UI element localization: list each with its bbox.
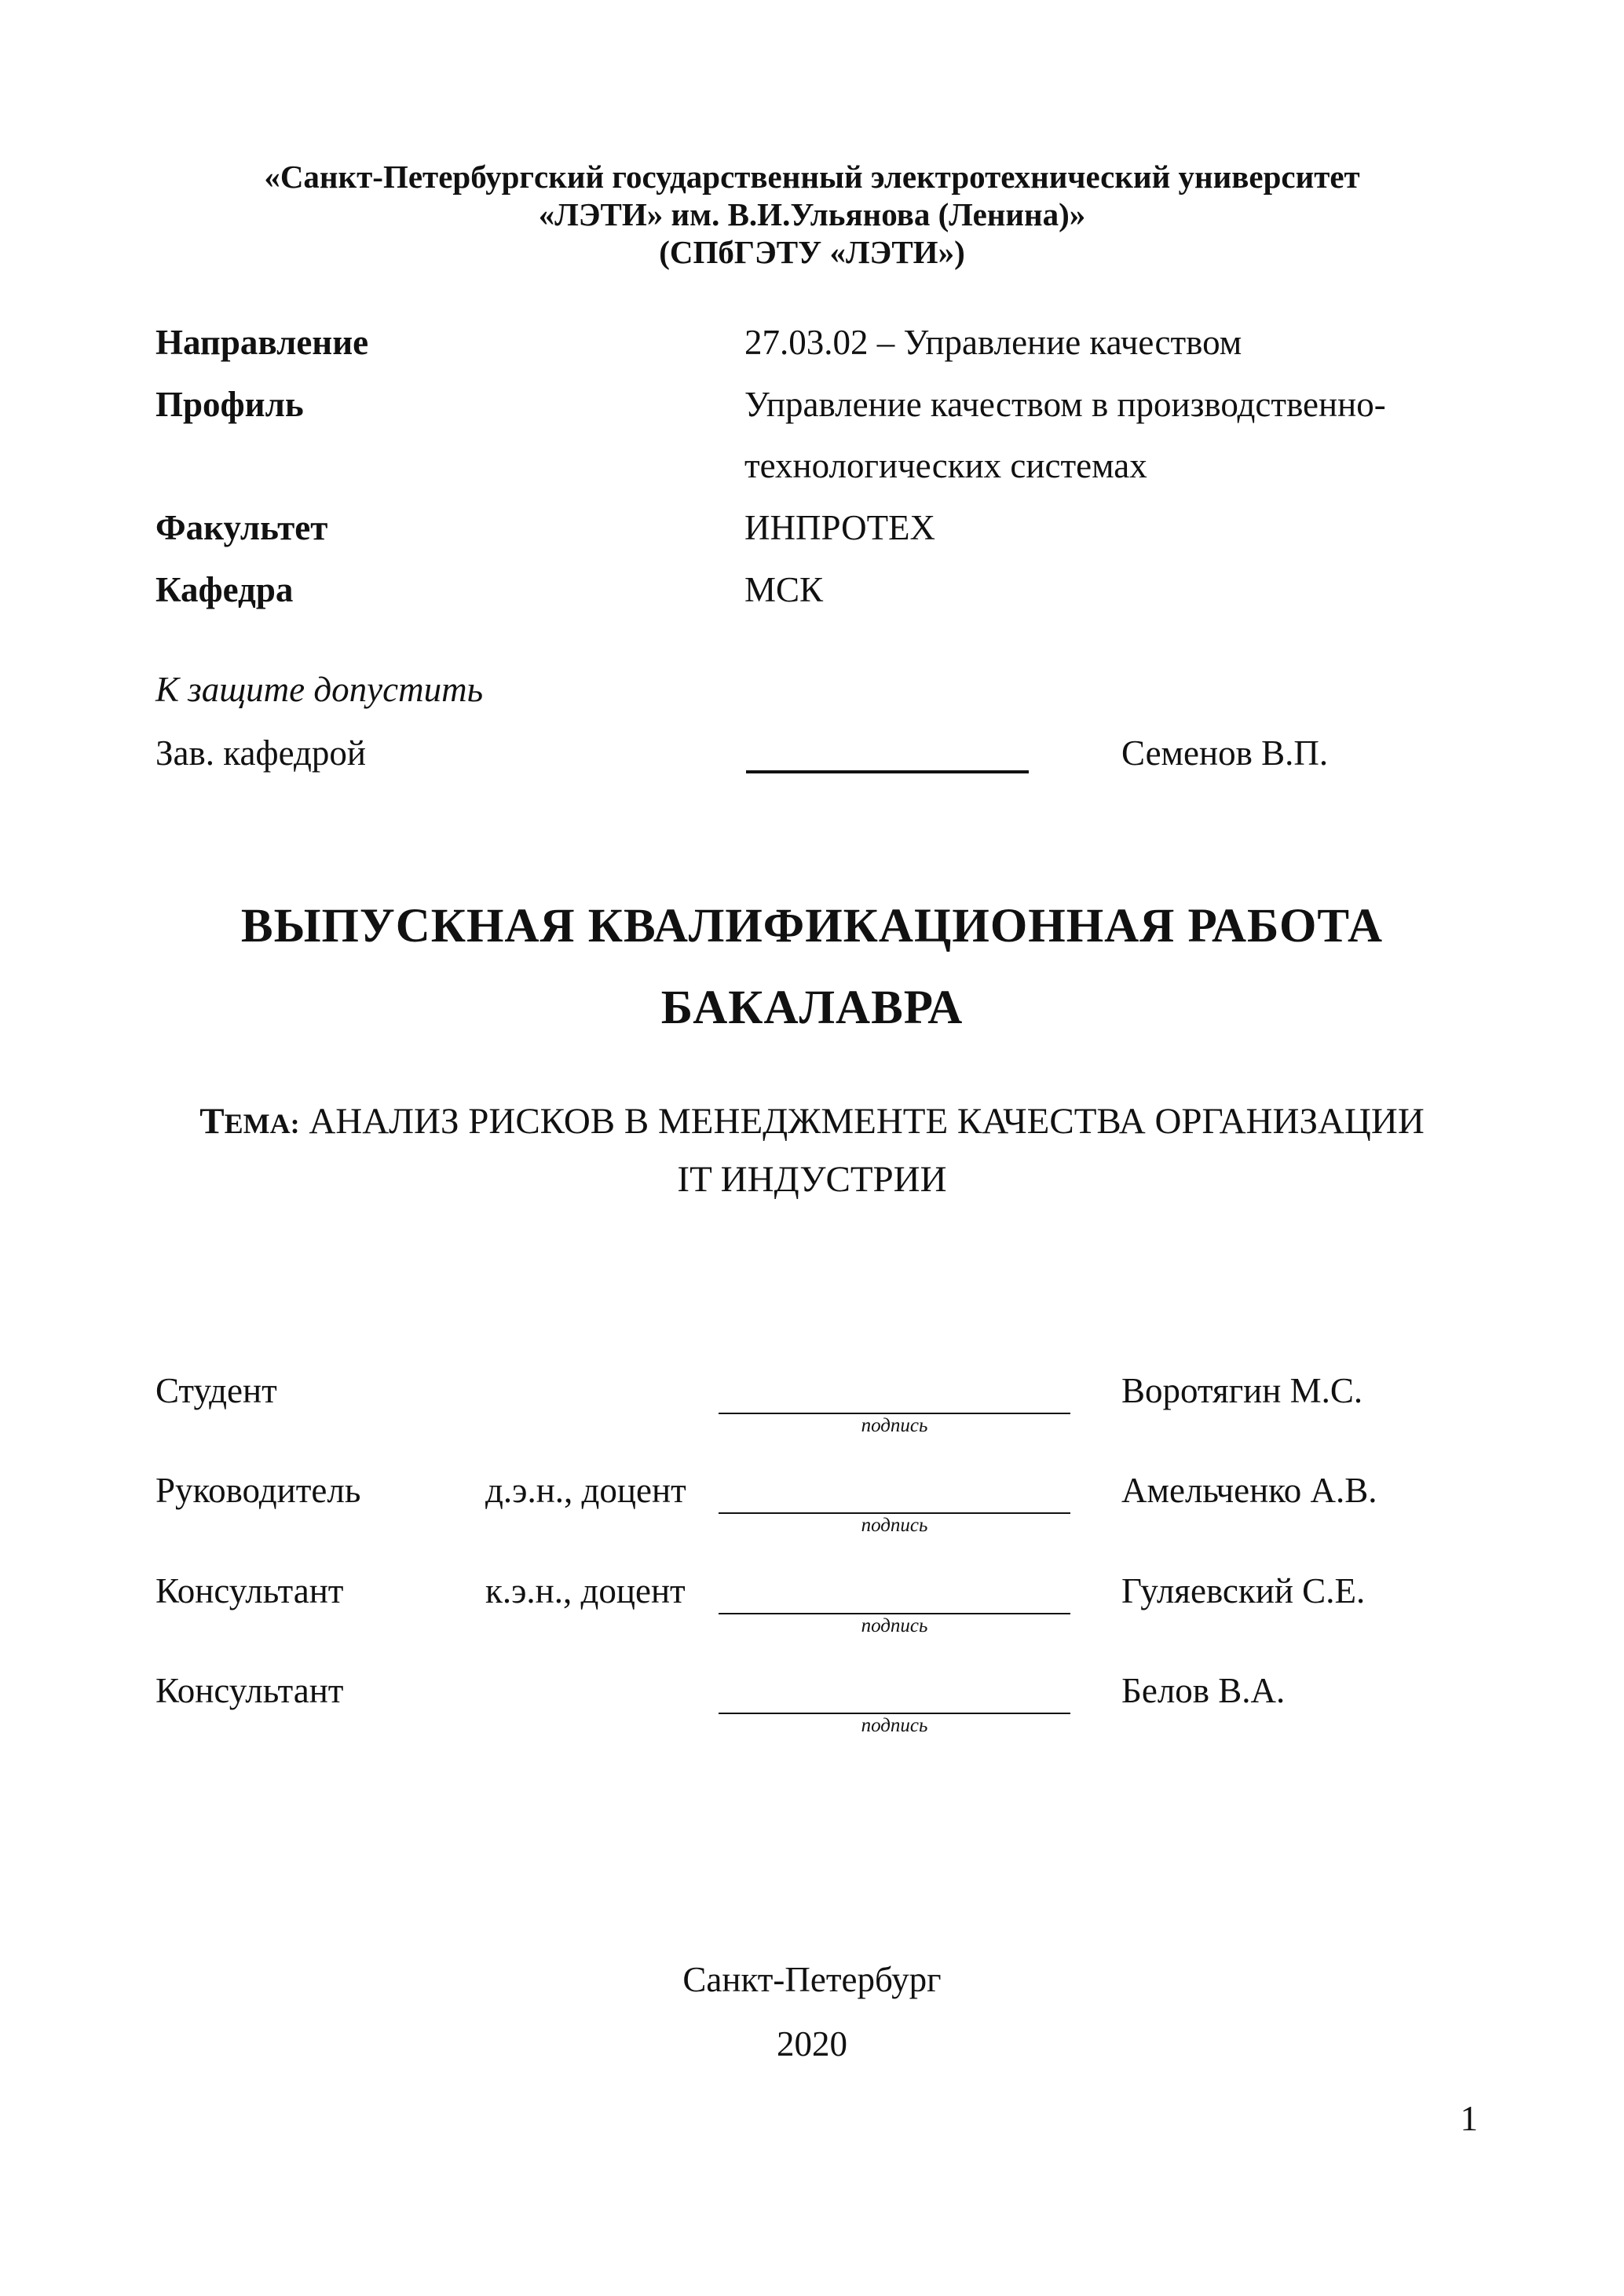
university-abbreviation: (СПбГЭТУ «ЛЭТИ») xyxy=(659,234,965,270)
topic-label: ТЕМА: xyxy=(199,1101,300,1142)
signature-name-student: Воротягин М.С. xyxy=(1121,1371,1363,1410)
meta-profile-value: Управление качеством в производственно-технологических системах xyxy=(744,385,1386,485)
signature-caption-supervisor: подпись xyxy=(861,1515,928,1536)
meta-direction-value: 27.03.02 – Управление качеством xyxy=(744,323,1242,362)
signature-caption-consultant-2: подпись xyxy=(861,1715,928,1736)
signature-line-student xyxy=(719,1413,1070,1414)
topic-text: АНАЛИЗ РИСКОВ В МЕНЕДЖМЕНТЕ КАЧЕСТВА ОРГАНИЗАЦИИ xyxy=(309,1101,1425,1142)
university-name-line2: «ЛЭТИ» им. В.И.Ульянова (Ленина)» xyxy=(538,196,1086,232)
signature-role-consultant-2: Консультант xyxy=(155,1671,344,1710)
signature-line-supervisor xyxy=(719,1512,1070,1514)
meta-profile-label: Профиль xyxy=(155,385,304,424)
signature-name-consultant-2: Белов В.А. xyxy=(1121,1671,1286,1710)
thesis-topic-line1 xyxy=(0,1094,1624,1151)
footer-city: Санкт-Петербург xyxy=(682,1960,942,1999)
signature-line-consultant-2 xyxy=(719,1713,1070,1714)
signature-role-consultant-1: Консультант xyxy=(155,1571,344,1610)
meta-faculty-value: ИНПРОТЕХ xyxy=(744,508,936,547)
head-of-department-label: Зав. кафедрой xyxy=(155,733,366,773)
signature-degree-supervisor: д.э.н., доцент xyxy=(485,1471,686,1510)
thesis-title-line1: ВЫПУСКНАЯ КВАЛИФИКАЦИОННАЯ РАБОТА xyxy=(240,900,1384,952)
signature-line-consultant-1 xyxy=(719,1613,1070,1614)
head-of-department-name: Семенов В.П. xyxy=(1121,733,1329,773)
signature-role-student: Студент xyxy=(155,1371,277,1410)
signature-degree-consultant-1: к.э.н., доцент xyxy=(485,1571,686,1610)
thesis-title-line2: БАКАЛАВРА xyxy=(660,982,964,1034)
meta-direction-label: Направление xyxy=(155,323,369,362)
meta-faculty-label: Факультет xyxy=(155,508,328,547)
signature-caption-consultant-1: подпись xyxy=(861,1615,928,1636)
meta-department-label: Кафедра xyxy=(155,570,294,609)
university-name-line1: «Санкт-Петербургский государственный электротехнический университет xyxy=(264,159,1360,195)
thesis-topic-line2: IT ИНДУСТРИИ xyxy=(677,1159,947,1200)
page-number: 1 xyxy=(1460,2099,1478,2138)
footer-year: 2020 xyxy=(777,2024,847,2064)
admission-text: К защите допустить xyxy=(155,670,484,709)
signature-name-consultant-1: Гуляевский С.Е. xyxy=(1121,1571,1366,1610)
signature-name-supervisor: Амельченко А.В. xyxy=(1121,1471,1377,1510)
signature-caption-student: подпись xyxy=(861,1415,928,1436)
meta-department-value: МСК xyxy=(744,570,824,609)
signature-role-supervisor: Руководитель xyxy=(155,1471,361,1510)
head-signature-line xyxy=(746,770,1029,773)
